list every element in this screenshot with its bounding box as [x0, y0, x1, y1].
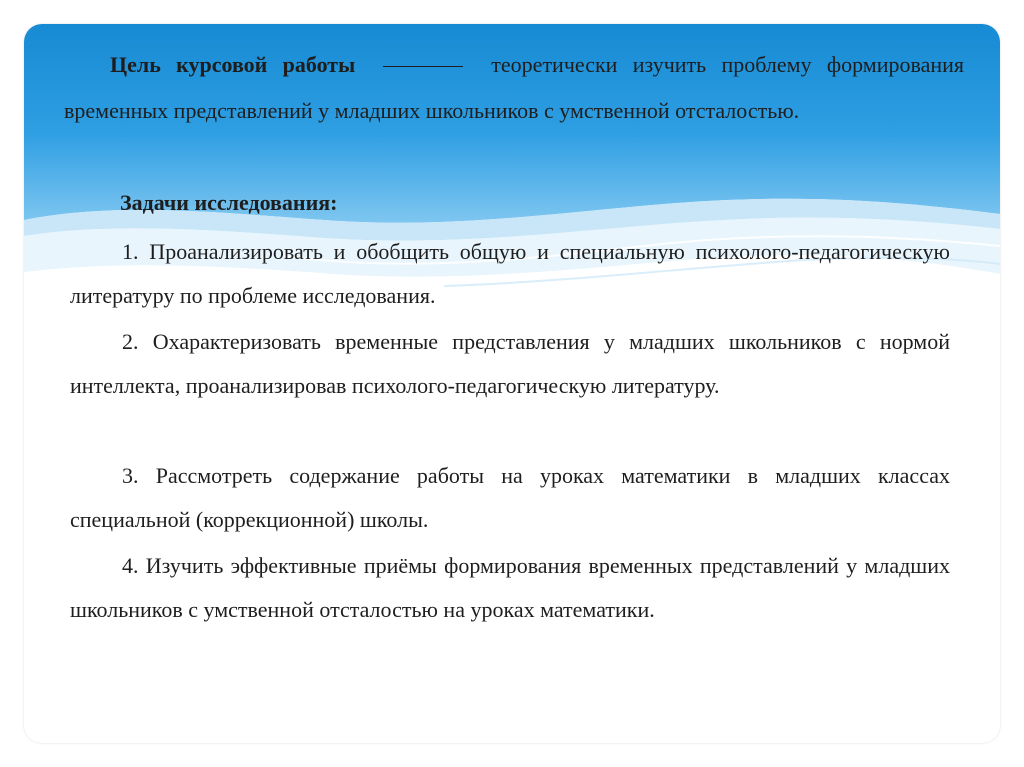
- goal-paragraph: [64, 42, 964, 134]
- tasks-title: Задачи исследования:: [120, 190, 338, 215]
- task-item-1: 1. Проанализировать и обобщить общую и специальную психолого-педагогическую литературу по проблеме исследования.: [70, 239, 950, 308]
- goal-text: теоретически изучить проблему формирования временных представлений у младших школьников с умственной отсталостью.: [64, 52, 965, 123]
- task-item-2: 2. Охарактеризовать временные представления у младших школьников с нормой интеллекта, проанализировав психолого-педагогическую литературу.: [70, 329, 950, 398]
- slide: [24, 24, 1000, 743]
- goal-dash: [383, 66, 463, 67]
- goal-label: Цель курсовой работы: [110, 52, 356, 77]
- task-item-4: 4. Изучить эффективные приёмы формирования временных представлений у младших школьников с умственной отсталостью на уроках математики.: [70, 553, 950, 622]
- task-item-3: 3. Рассмотреть содержание работы на уроках математики в младших классах специальной (коррекционной) школы.: [70, 463, 950, 532]
